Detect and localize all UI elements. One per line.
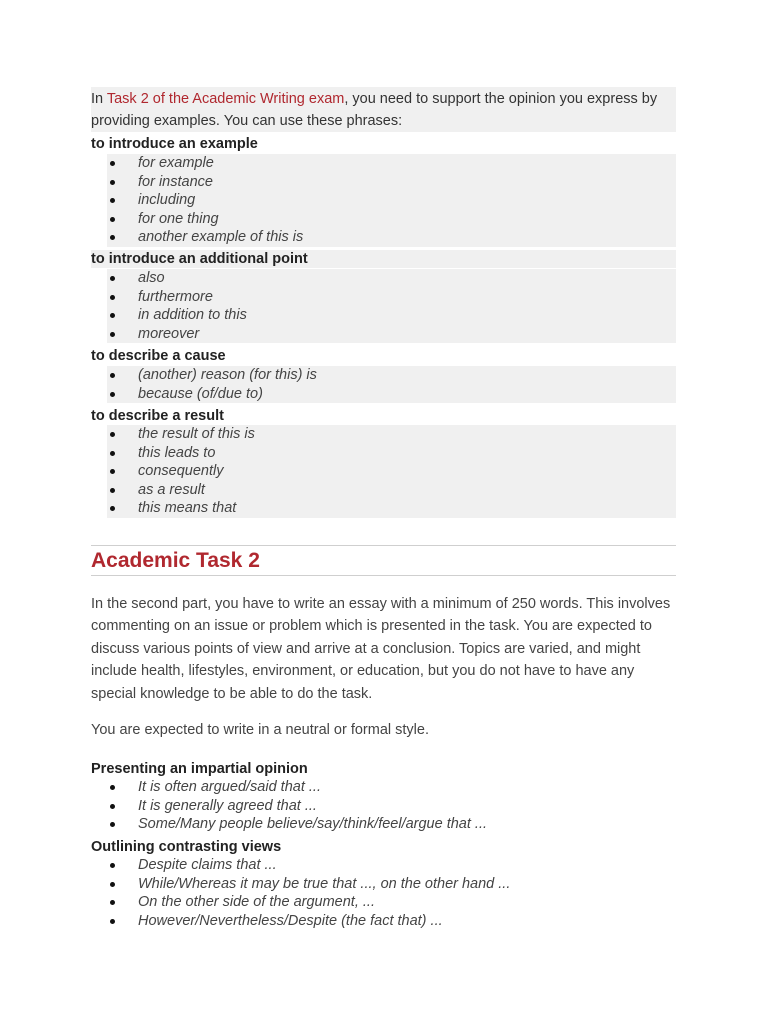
body-paragraph-1: In the second part, you have to write an essay with a minimum of 250 words. This involves commenting on an issue or problem which is presented in the task. You are expected to discuss various points of view and arrive at a conclusion. Topics are varied, and might include health, lifestyles, environment, or education, but you do not have to have any special knowledge to be able to do the task. <box>91 596 671 702</box>
list-item: another example of this is <box>107 228 676 247</box>
list-item: because (of/due to) <box>107 385 676 404</box>
list-item: as a result <box>107 481 676 500</box>
list-item: Despite claims that ... <box>107 856 676 875</box>
list-item: for one thing <box>107 210 676 229</box>
intro-paragraph: In Task 2 of the Academic Writing exam, you need to support the opinion you express by providing examples. You can use these phrases: <box>91 87 676 132</box>
list-item: this leads to <box>107 444 676 463</box>
list-item: (another) reason (for this) is <box>107 366 676 385</box>
section-rule-bottom <box>91 575 676 576</box>
list-item: However/Nevertheless/Despite (the fact that) ... <box>107 912 676 931</box>
list-item: this means that <box>107 499 676 518</box>
group-heading-example: to introduce an example <box>91 136 258 152</box>
list-item: While/Whereas it may be true that ..., on the other hand ... <box>107 875 676 894</box>
section-rule-top <box>91 545 676 546</box>
list-item: It is often argued/said that ... <box>107 778 676 797</box>
list-item: the result of this is <box>107 425 676 444</box>
list-item: also <box>107 269 676 288</box>
task2-link[interactable]: Task 2 of the Academic Writing exam <box>106 91 345 107</box>
impartial-phrase-list <box>107 778 676 834</box>
list-item: consequently <box>107 462 676 481</box>
result-phrase-list <box>107 425 676 518</box>
list-item: including <box>107 191 676 210</box>
contrasting-phrase-list <box>107 856 676 930</box>
group-heading-cause: to describe a cause <box>91 348 226 364</box>
heading-contrasting-views: Outlining contrasting views <box>91 839 282 855</box>
phrases-box <box>91 87 676 517</box>
cause-phrase-list <box>107 366 676 403</box>
section-title: Academic Task 2 <box>91 549 260 572</box>
example-phrase-list <box>107 154 676 247</box>
group-heading-result: to describe a result <box>91 408 224 424</box>
list-item: On the other side of the argument, ... <box>107 893 676 912</box>
list-item: furthermore <box>107 288 676 307</box>
additional-phrase-list <box>107 269 676 343</box>
list-item: for instance <box>107 173 676 192</box>
body-paragraph-2: You are expected to write in a neutral or formal style. <box>91 722 429 738</box>
list-item: in addition to this <box>107 306 676 325</box>
heading-impartial-opinion: Presenting an impartial opinion <box>91 761 308 777</box>
list-item: moreover <box>107 325 676 344</box>
list-item: It is generally agreed that ... <box>107 797 676 816</box>
list-item: for example <box>107 154 676 173</box>
list-item: Some/Many people believe/say/think/feel/argue that ... <box>107 815 676 834</box>
group-heading-additional: to introduce an additional point <box>91 250 676 268</box>
